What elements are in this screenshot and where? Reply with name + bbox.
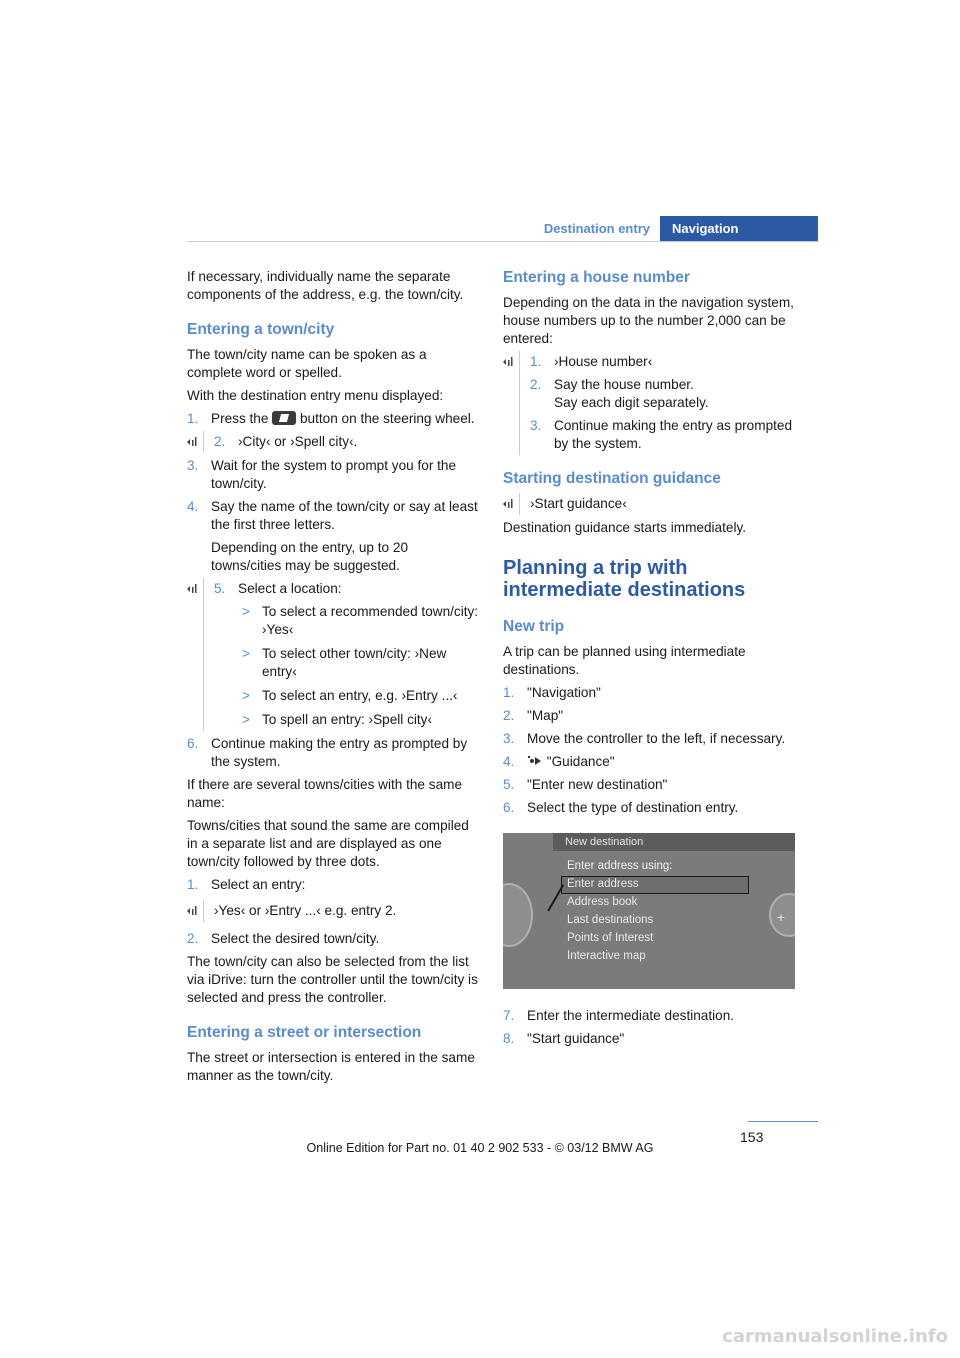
step-number: 2. (187, 931, 199, 946)
step-number: 1. (503, 685, 515, 700)
voice-command-text: ›Start guidance‹ (530, 496, 627, 511)
step-text: Select an entry: (211, 877, 306, 892)
step-text: Continue making the entry as prompted by the system. (554, 418, 793, 451)
header-section: Destination entry (543, 221, 650, 236)
page-number: 153 (740, 1129, 764, 1145)
callout-line (547, 884, 563, 911)
step-number: 1. (530, 354, 542, 369)
start-text: Destination guidance starts immediately. (503, 520, 747, 535)
bullet-text: To spell an entry: ›Spell city‹ (262, 712, 432, 727)
trip-step-5 (503, 776, 803, 794)
voice-block (186, 580, 482, 729)
with-menu-text: With the destination entry menu displayed: (187, 388, 444, 403)
step-4 (187, 498, 482, 534)
step-3 (187, 457, 482, 493)
screen-menu-item: Last destinations (567, 914, 654, 926)
footer-rule (748, 1121, 818, 1122)
guidance-icon (527, 755, 543, 767)
screen-menu-item: Enter address (567, 878, 639, 890)
step-number: 5. (503, 777, 515, 792)
step-number: 3. (530, 418, 542, 433)
select-step-2 (187, 930, 482, 948)
house-step-1 (530, 353, 803, 371)
screen-menu-item: Interactive map (567, 950, 646, 962)
bullet-item (242, 603, 482, 639)
street-text: The street or intersection is entered in the same manner as the town/city. (187, 1050, 475, 1083)
bullet-item (242, 645, 482, 681)
bullet-marker: > (242, 604, 250, 619)
step-text: "Map" (527, 708, 564, 723)
step-number: 7. (503, 1008, 515, 1023)
voice-command-icon (186, 583, 198, 595)
house-step-2 (530, 376, 803, 412)
several-towns-text: If there are several towns/cities with the same name: (187, 777, 463, 810)
plus-icon: + (776, 909, 785, 925)
step-text: Enter the intermediate destination. (527, 1008, 735, 1023)
screen-title-bar: New destination (553, 833, 795, 851)
step-text: "Navigation" (527, 685, 601, 700)
voice-button-icon (272, 411, 296, 425)
trip-step-3 (503, 730, 803, 748)
step-text: Select the type of destination entry. (527, 800, 739, 815)
footer-edition-text: Online Edition for Part no. 01 40 2 902 533 - © 03/12 BMW AG (306, 1141, 654, 1155)
heading-plan-trip: Planning a trip with intermediate destinations (503, 557, 746, 601)
watermark: carmanualsonline.info (722, 1326, 948, 1347)
step-text: button on the steering wheel. (299, 411, 475, 426)
trip-step-6 (503, 799, 803, 817)
step-text: ›City‹ or ›Spell city‹. (238, 434, 358, 449)
step-number: 8. (503, 1031, 515, 1046)
bullet-marker: > (242, 646, 250, 661)
screen-menu-heading: Enter address using: (567, 860, 673, 872)
step-6 (187, 735, 482, 771)
voice-command-text: ›Yes‹ or ›Entry ...‹ e.g. entry 2. (214, 903, 397, 918)
bullet-item (242, 687, 482, 705)
step-number: 4. (503, 754, 515, 769)
trip-step-1 (503, 684, 803, 702)
sound-same-text: Towns/cities that sound the same are compiled in a separate list and are displayed as one town/city followed by three dots. (187, 818, 469, 869)
left-column (187, 268, 482, 1090)
step-text: "Start guidance" (527, 1031, 625, 1046)
house-text: Depending on the data in the navigation system, house numbers up to the number 2,000 can be entered: (503, 295, 794, 346)
voice-block (502, 353, 803, 453)
step-text: Say the house number. (554, 377, 694, 392)
trip-step-4 (503, 753, 803, 771)
step-number: 4. (187, 499, 199, 514)
step-text: Select the desired town/city. (211, 931, 380, 946)
step-number: 6. (503, 800, 515, 815)
voice-block (186, 902, 482, 920)
voice-command-icon (502, 356, 514, 368)
step-number: 2. (530, 377, 542, 392)
bullet-item (242, 711, 482, 729)
step-4-note (187, 539, 482, 575)
step-5 (214, 580, 482, 598)
step-text: Depending on the entry, up to 20 towns/cities may be suggested. (211, 540, 409, 573)
bullet-marker: > (242, 688, 250, 703)
step-number: 6. (187, 736, 199, 751)
heading-town: Entering a town/city (187, 321, 335, 338)
idrive-text: The town/city can also be selected from the list via iDrive: turn the controller until the town/city is selected and press the controller. (187, 954, 478, 1005)
step-text: Wait for the system to prompt you for the town/city. (211, 458, 457, 491)
step-text: Continue making the entry as prompted by the system. (211, 736, 468, 769)
heading-new-trip: New trip (503, 618, 565, 635)
voice-block (186, 433, 482, 451)
select-step-1 (187, 876, 482, 894)
step-text: "Enter new destination" (527, 777, 668, 792)
step-text: Move the controller to the left, if necessary. (527, 731, 786, 746)
step-text: "Guidance" (546, 754, 615, 769)
step-text: Say each digit separately. (554, 395, 709, 410)
step-number: 5. (214, 581, 226, 596)
bullet-text: To select other town/city: ›New entry‹ (262, 646, 447, 679)
trip-step-2 (503, 707, 803, 725)
intro-text: If necessary, individually name the separate components of the address, e.g. the town/city. (187, 269, 464, 302)
step-text: Say the name of the town/city or say at least the first three letters. (211, 499, 478, 532)
house-step-3 (530, 417, 803, 453)
heading-street: Entering a street or intersection (187, 1024, 422, 1041)
heading-house: Entering a house number (503, 269, 690, 286)
trip-step-8 (503, 1030, 803, 1048)
step-number: 1. (187, 411, 199, 426)
new-trip-text: A trip can be planned using intermediate destinations. (503, 644, 746, 677)
trip-step-7 (503, 1007, 803, 1025)
step-number: 3. (503, 731, 515, 746)
step-2 (214, 433, 482, 451)
heading-start-guidance: Starting destination guidance (503, 470, 721, 487)
bullet-text: To select a recommended town/city: ›Yes‹ (262, 604, 479, 637)
voice-command-icon (186, 436, 198, 448)
idrive-screen-image (503, 833, 795, 989)
bullet-text: To select an entry, e.g. ›Entry ...‹ (262, 688, 458, 703)
screen-menu-item: Address book (567, 896, 638, 908)
step-number: 1. (187, 877, 199, 892)
voice-command-icon (186, 905, 198, 917)
header-rule (187, 241, 818, 242)
controller-knob-left (503, 883, 533, 947)
bullet-marker: > (242, 712, 250, 727)
step-number: 3. (187, 458, 199, 473)
right-column (503, 268, 803, 1053)
screen-menu-item: Points of Interest (567, 932, 654, 944)
town-spoken-text: The town/city name can be spoken as a complete word or spelled. (187, 347, 427, 380)
step-number: 2. (503, 708, 515, 723)
step-text: ›House number‹ (554, 354, 653, 369)
step-text: Select a location: (238, 581, 342, 596)
step-number: 2. (214, 434, 226, 449)
voice-command-icon (502, 498, 514, 510)
step-text: Press the (211, 411, 269, 426)
header-chapter: Navigation (660, 216, 818, 242)
voice-block (502, 495, 803, 513)
step-1 (187, 410, 482, 428)
